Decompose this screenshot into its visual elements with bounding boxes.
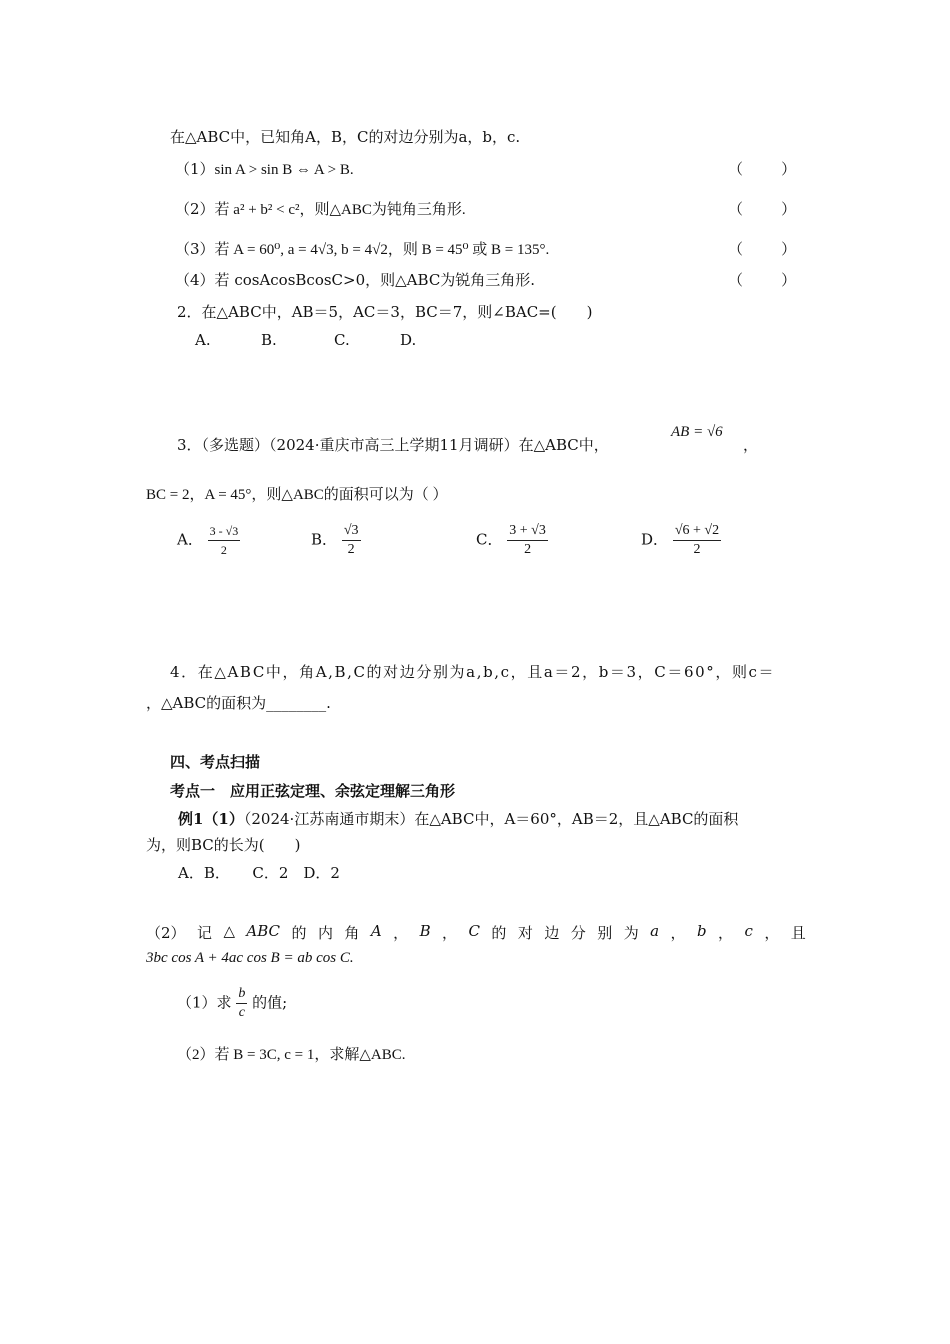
ex2-token: 为 <box>623 924 639 942</box>
ex2-token: ， <box>393 924 409 942</box>
ex1-label: 例1（1） <box>178 810 244 828</box>
fraction-numerator: 3 + √3 <box>507 522 548 541</box>
judge-paren: （ ） <box>728 240 797 258</box>
ex2-token: b <box>696 922 707 940</box>
ex2-token: ， <box>442 924 458 942</box>
judge-item-2 <box>175 198 466 219</box>
option-fraction <box>208 522 241 559</box>
ex2-token: C <box>468 922 480 940</box>
sub1-prefix: （1）求 <box>177 993 232 1012</box>
option-label: A． <box>177 530 203 549</box>
ex2-token: ABC <box>246 922 281 940</box>
judge-paren: （ ） <box>728 200 797 218</box>
q3-option-c <box>476 522 548 559</box>
ex1-line1 <box>178 808 738 829</box>
judge-item-1 <box>175 158 354 179</box>
section-point: 考点一 应用正弦定理、余弦定理解三角形 <box>170 782 456 800</box>
intro-text: 在△ABC中，已知角A，B，C的对边分别为a，b，c. <box>170 128 521 146</box>
ex1-stem: （2024·江苏南通市期末）在△ABC中，A＝60°，AB＝2，且△ABC的面积 <box>243 810 739 828</box>
q4-line1: 4．在△ABC中，角A,B,C的对边分别为a,b,c，且a＝2，b＝3，C＝60°，则c＝ <box>170 663 776 681</box>
ex2-sub2: （2）若 B = 3C, c = 1，求解△ABC. <box>177 1047 406 1063</box>
ex2-token: ， <box>718 924 734 942</box>
ex2-sub1 <box>177 985 287 1022</box>
q2-option-b: B. <box>261 331 277 349</box>
fraction-numerator: b <box>236 985 247 1004</box>
option-fraction <box>507 522 548 559</box>
ex2-line1 <box>146 922 806 943</box>
ex2-token: a <box>650 922 660 940</box>
q3-ab-expression: AB = √6 <box>671 424 723 440</box>
ex2-token: B <box>419 922 431 940</box>
ex2-token: 的 <box>491 924 507 942</box>
ex2-token: △ <box>223 922 235 940</box>
ex2-token: 分 <box>570 924 586 942</box>
ex2-token: 对 <box>517 924 533 942</box>
judge-item-3 <box>175 238 549 259</box>
q3-option-b <box>311 522 361 559</box>
ex2-token: ， <box>670 924 686 942</box>
fraction-numerator: √6 + √2 <box>673 522 721 541</box>
option-label: D． <box>641 530 669 549</box>
fraction-denominator: 2 <box>693 542 701 557</box>
judge-num: （2） <box>175 200 215 218</box>
judge-paren: （ ） <box>728 271 797 289</box>
ex2-token: c <box>744 922 753 940</box>
fraction-denominator: 2 <box>347 542 355 557</box>
fraction-numerator: √3 <box>342 522 361 541</box>
fraction-denominator: c <box>238 1005 245 1020</box>
ex2-token: A <box>370 922 382 940</box>
ex2-token: 边 <box>544 924 560 942</box>
judge-num: （4） <box>175 271 215 289</box>
judge-num: （3） <box>175 240 215 258</box>
q2-option-a: A. <box>195 331 211 349</box>
ex2-token: 的 <box>291 924 307 942</box>
sub1-suffix: 的值; <box>252 993 288 1012</box>
fraction-denominator: 2 <box>524 542 532 557</box>
q2-option-c: C. <box>334 331 350 349</box>
section-title: 四、考点扫描 <box>170 753 261 771</box>
ex2-token: 且 <box>790 924 806 942</box>
judge-num: （1） <box>175 160 215 178</box>
ex2-token: 内 <box>317 924 333 942</box>
ex1-line2: 为，则BC的长为( ) <box>146 836 301 854</box>
q3-option-a <box>177 522 240 559</box>
option-label: C． <box>476 530 503 549</box>
ex2-token: 别 <box>597 924 613 942</box>
q3-line1: 3．（多选题）（2024·重庆市高三上学期11月调研）在△ABC中， <box>177 436 609 454</box>
q3-comma: ， <box>743 436 759 454</box>
judge-body: 若 a² + b² < c²，则△ABC为钝角三角形. <box>214 202 466 218</box>
q3-line2: BC = 2，A = 45°，则△ABC的面积可以为（ ） <box>146 487 448 503</box>
sub1-fraction <box>236 985 247 1022</box>
ex2-token: 角 <box>344 924 360 942</box>
ex2-line2: 3bc cos A + 4ac cos B = ab cos C. <box>146 950 354 966</box>
ex1-options: A．B． C．2 D．2 <box>178 864 340 882</box>
q2-stem: 2．在△ABC中，AB＝5，AC＝3，BC＝7，则∠BAC=( ) <box>177 303 593 321</box>
q2-option-d: D. <box>400 331 417 349</box>
fraction-denominator: 2 <box>220 543 227 557</box>
q3-option-d <box>641 522 721 559</box>
option-label: B． <box>311 530 338 549</box>
judge-item-4 <box>175 269 535 290</box>
judge-paren: （ ） <box>728 160 797 178</box>
ex2-token: ， <box>764 924 780 942</box>
judge-body: 若 cosAcosBcosC>0，则△ABC为锐角三角形. <box>214 271 536 289</box>
judge-body: 若 A = 60⁰, a = 4√3, b = 4√2，则 B = 45⁰ 或 B = 135°. <box>214 242 550 258</box>
option-fraction <box>342 522 361 559</box>
ex2-token: 记 <box>196 924 212 942</box>
q4-line2: ，△ABC的面积为________. <box>146 694 331 712</box>
judge-body: sin A > sin B ⇔ A > B. <box>214 162 354 178</box>
fraction-numerator: 3 - √3 <box>208 522 241 541</box>
ex2-token: （2） <box>146 924 186 942</box>
option-fraction <box>673 522 721 559</box>
